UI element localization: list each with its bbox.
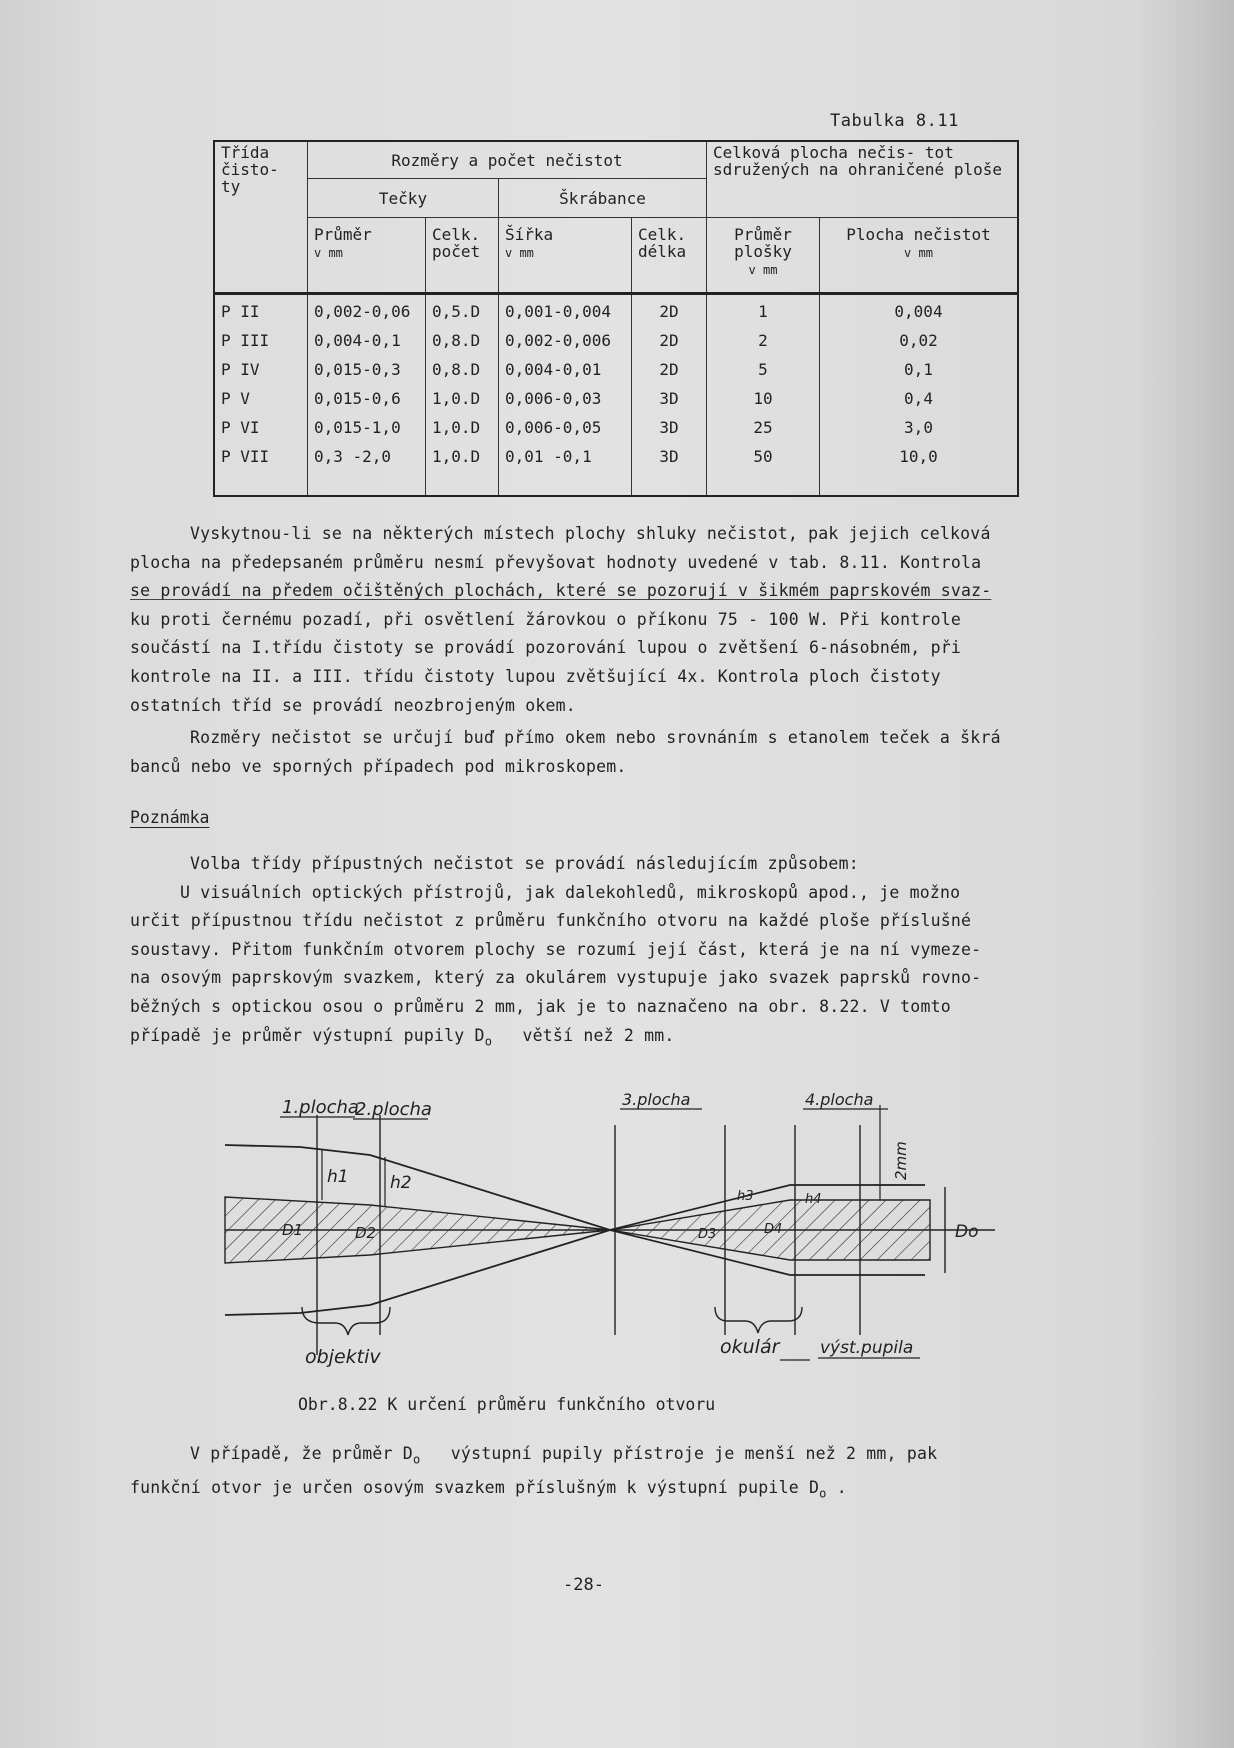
paragraph-conclusion: V případě, že průměr $D_o$ výstupní pupily přístroje je menší než 2 mm, pak funkční otvor je určen osovým svazkem příslušným k výstupní pupile $D_o$ . [130, 1444, 938, 1501]
label-2mm: 2mm [892, 1141, 910, 1180]
label-okular: okulár [720, 1336, 780, 1358]
page-number: -28- [563, 1575, 604, 1595]
table-caption: Tabulka 8.11 [830, 111, 959, 131]
h-prumer: Průměr v mm [308, 218, 426, 294]
figure-caption: Obr.8.22 K určení průměru funkčního otvoru [298, 1395, 716, 1414]
label-h3: h3 [737, 1189, 754, 1204]
table-row: P III 0,004-0,1 0,8.D 0,002-0,006 2D 2 0,02 [214, 326, 1018, 355]
h-plocha-necistot: Plocha nečistot v mm [820, 218, 1019, 294]
h-celk-pocet: Celk. počet [426, 218, 499, 294]
paragraph-inspection: Vyskytnou-li se na některých místech plochy shluky nečistot, pak jejich celková plocha na předepsaném průměru nesmí převyšovat hodnoty uvedené v tab. 8.11. Kontrola se provádí na předem očištěných plochách, které se pozorují v šikmém paprskovém svaz- ku proti černému pozadí, při osvětlení žárovkou o příkonu 75 - 100 W. Při kontrole součástí na I.třídu čistoty se provádí pozorování lupou o zvětšení 6-násobném, při kontrole na II. a III. třídu čistoty lupou zvětšující 4x. Kontrola ploch čistoty ostatních tříd se provádí neozbrojeným okem. [130, 524, 992, 715]
table-row: P II 0,002-0,06 0,5.D 0,001-0,004 2D 1 0,004 [214, 294, 1018, 327]
label-plocha-4: 4.plocha [805, 1090, 874, 1109]
label-plocha-3: 3.plocha [622, 1090, 691, 1109]
group-plocha: Celková plocha nečis- tot sdružených na ohraničené ploše [707, 141, 1019, 218]
brace-okular [715, 1307, 802, 1333]
label-h2: h2 [390, 1173, 412, 1193]
sub-skrabance: Škrábance [499, 179, 707, 218]
label-d4: D4 [764, 1222, 783, 1237]
label-plocha-2: 2.plocha [355, 1099, 432, 1120]
h-sirka: Šířka v mm [499, 218, 632, 294]
label-objektiv: objektiv [305, 1346, 381, 1368]
label-vyst-pupila: výst.pupila [820, 1338, 914, 1358]
note-title: Poznámka [130, 808, 210, 827]
paragraph-dimensions: Rozměry nečistot se určují buď přímo okem nebo srovnáním s etanolem teček a škrá banců nebo ve sporných případech pod mikroskopem. [130, 728, 1001, 776]
label-h4: h4 [805, 1192, 822, 1207]
paragraph-note: Volba třídy přípustných nečistot se provádí následujícím způsobem: U visuálních optických přístrojů, jak dalekohledů, mikroskopů apod., je možno určit přípustnou třídu nečistot z průměru funkčního otvoru na každé ploše příslušné soustavy. Přitom funkčním otvorem plochy se rozumí její část, která je na ní vymeze- na osovým paprskovým svazkem, který za okulárem vystupuje jako svazek paprsků rovno- běžných s optickou osou o průměru 2 mm, jak je to naznačeno na obr. 8.22. V tomto případě je průměr výstupní pupily $D_o$ větší než 2 mm. [130, 854, 982, 1048]
table-row: P VII 0,3 -2,0 1,0.D 0,01 -0,1 3D 50 10,0 [214, 442, 1018, 471]
label-h1: h1 [327, 1167, 349, 1187]
label-d1: D1 [282, 1221, 304, 1239]
h-prumer-plosky: Průměr plošky v mm [707, 218, 820, 294]
optical-beam-diagram [220, 1085, 1000, 1385]
label-do: Do [955, 1222, 979, 1242]
group-rozmery: Rozměry a počet nečistot [308, 141, 707, 179]
table-row: P V 0,015-0,6 1,0.D 0,006-0,03 3D 10 0,4 [214, 384, 1018, 413]
label-d2: D2 [355, 1224, 377, 1242]
h-celk-delka: Celk. délka [632, 218, 707, 294]
col-trida: Třída čisto- ty [214, 141, 308, 294]
label-plocha-1: 1.plocha [282, 1097, 359, 1118]
label-d3: D3 [698, 1227, 717, 1242]
table-filler-row [214, 471, 1018, 496]
cleanliness-table [213, 140, 1019, 497]
table-row: P IV 0,015-0,3 0,8.D 0,004-0,01 2D 5 0,1 [214, 355, 1018, 384]
sub-tecky: Tečky [308, 179, 499, 218]
table-row: P VI 0,015-1,0 1,0.D 0,006-0,05 3D 25 3,0 [214, 413, 1018, 442]
